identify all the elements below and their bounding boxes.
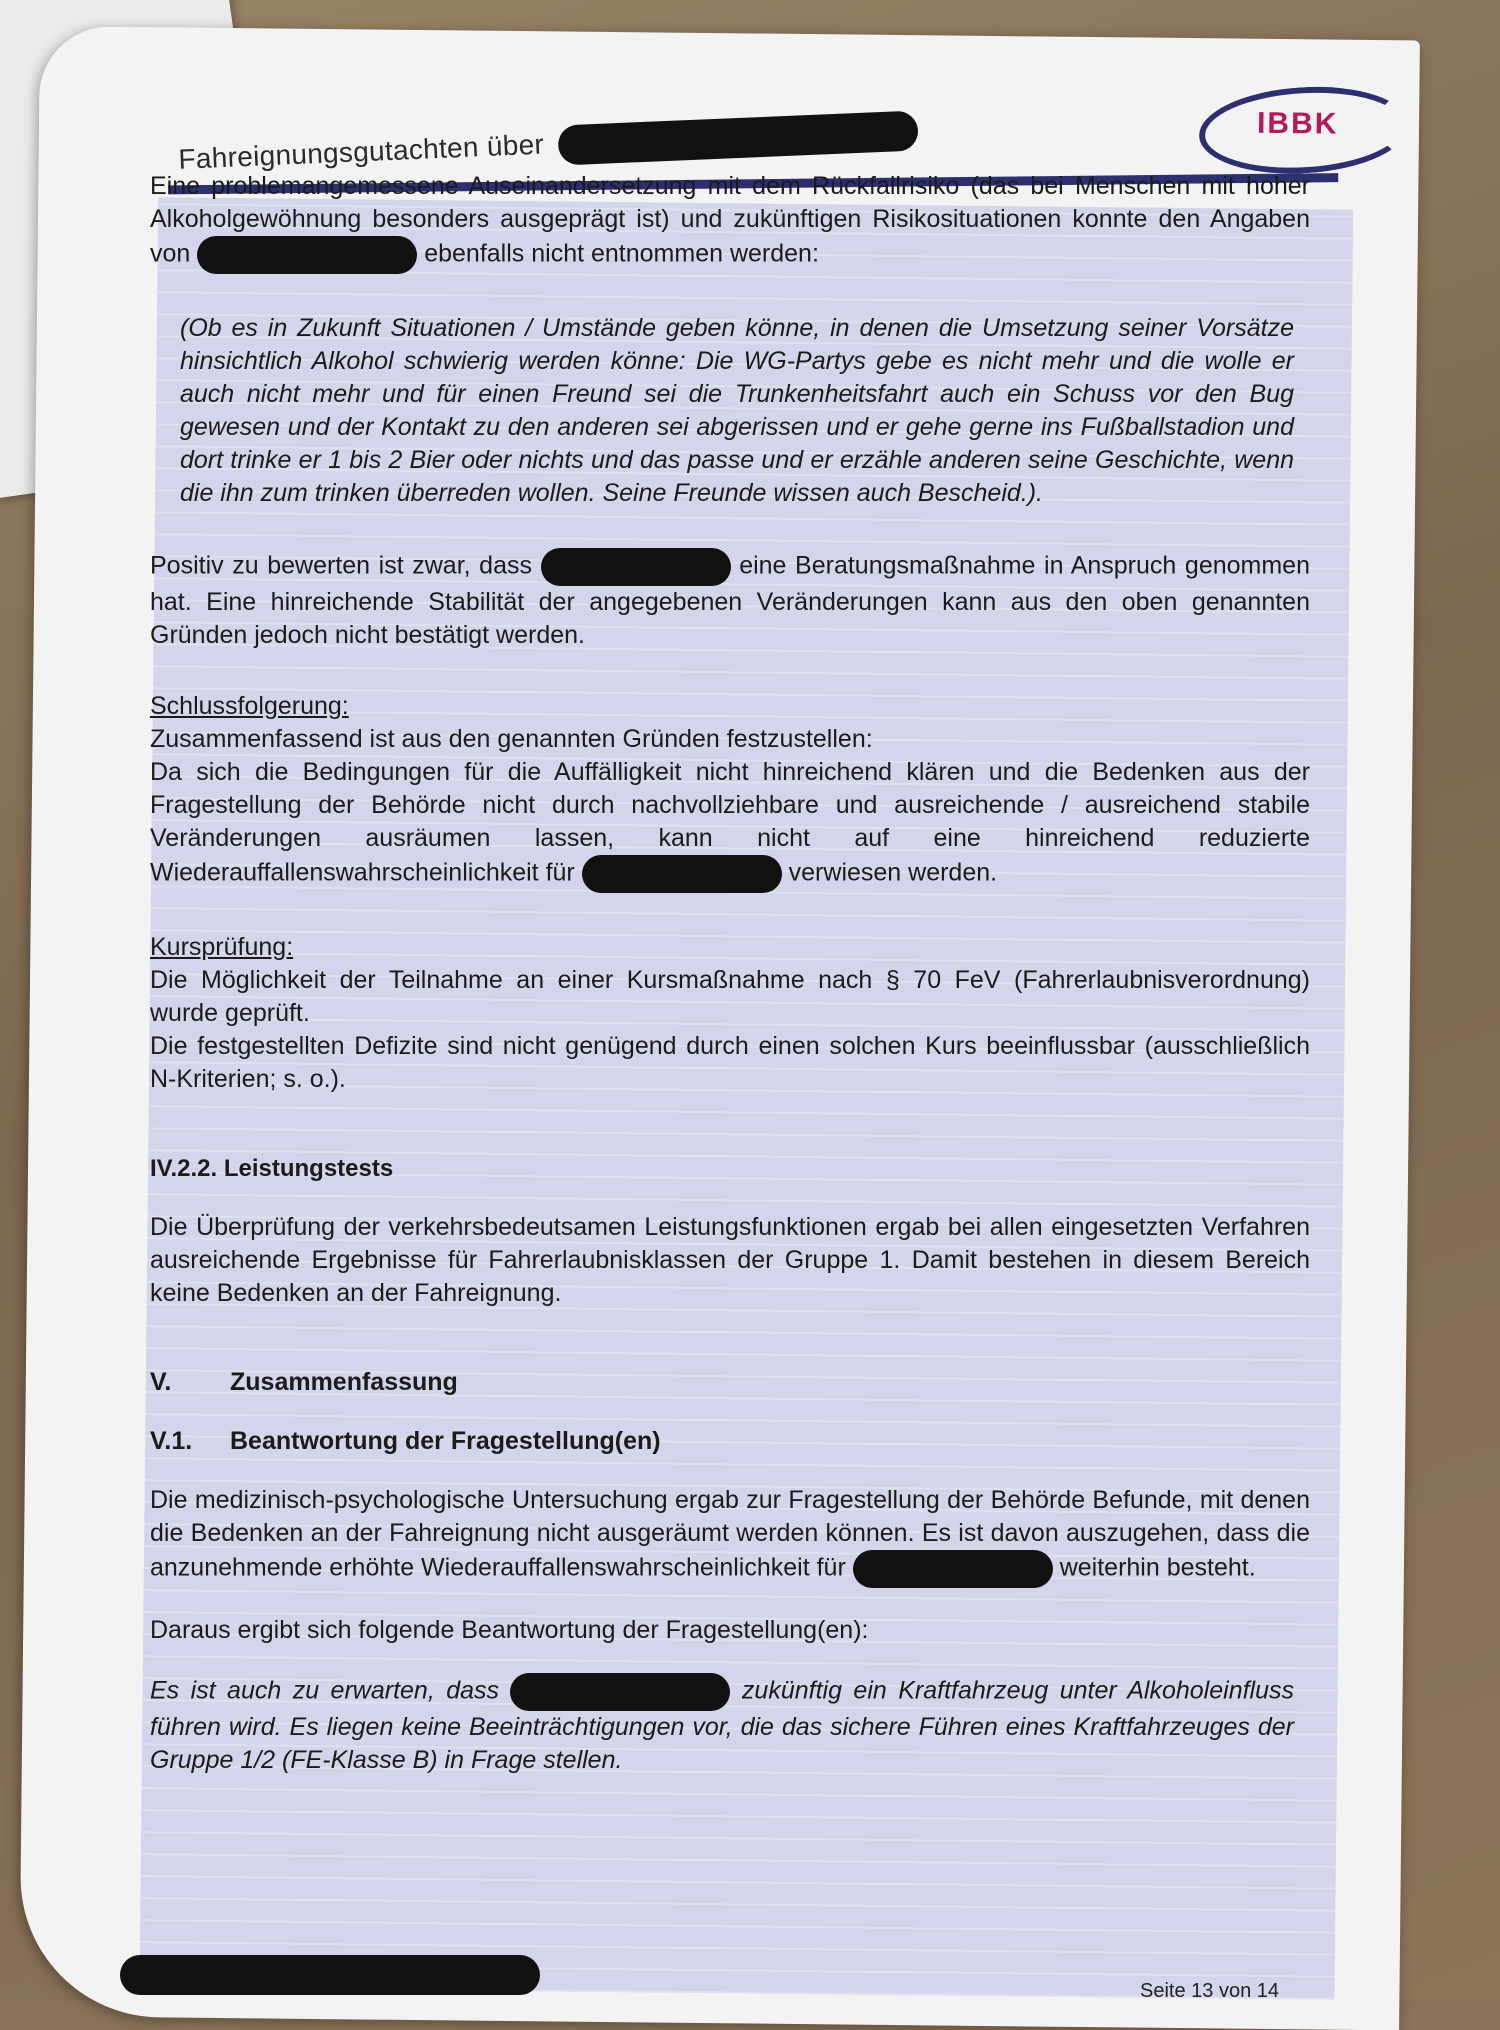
summary-number: V. (150, 1368, 172, 1396)
answer-text-2: zukünftig ein Kraftfahrzeug unter Alkoholeinfluss führen wird. Es liegen keine Beeinträchtigungen vor, die das sichere Führen eines Kraftfahrzeuges der Gruppe 1/2 (FE-Klasse B) in Frage stellen. (150, 1676, 1295, 1774)
redaction-mark (582, 855, 782, 893)
performance-heading: IV.2.2. Leistungstests (150, 1155, 394, 1182)
redaction-mark (197, 236, 417, 274)
page-number: Seite 13 von 14 (1140, 1980, 1279, 2002)
answer-text-1: Es ist auch zu erwarten, dass (150, 1676, 500, 1705)
answer-heading (150, 1425, 1310, 1458)
positive-paragraph (150, 548, 1310, 652)
conclusion-line: Zusammenfassend ist aus den genannten Gründen festzustellen: (150, 725, 873, 753)
redaction-mark (853, 1550, 1053, 1588)
conclusion-heading: Schlussfolgerung: (150, 692, 349, 720)
positive-text-1: Positiv zu bewerten ist zwar, dass (150, 551, 532, 580)
summary-heading (150, 1366, 1310, 1399)
conclusion-paragraph (150, 756, 1310, 893)
intro-text-2: ebenfalls nicht entnommen werden: (424, 239, 819, 268)
ibbk-logo (1199, 86, 1410, 174)
footer-redaction-mark (120, 1955, 540, 1995)
logo-text: IBBK (1256, 106, 1339, 141)
summary-title: Zusammenfassung (230, 1368, 458, 1396)
course-heading: Kursprüfung: (150, 933, 294, 961)
conclusion-text-1: Da sich die Bedingungen für die Auffälligkeit nicht hinreichend klären und die Bedenken aus der Fragestellung der Behörde nicht durch nachvollziehbare und ausreichende / ausreichend stabile Veränderungen ausräumen lassen, kann nicht auf eine hinreichend reduzierte Wiederauffallenswahrscheinlichkeit für (150, 758, 1310, 887)
answer-paragraph (150, 1673, 1310, 1777)
positive-text-2: eine Beratungsmaßnahme in Anspruch genommen hat. Eine hinreichende Stabilität der angegebenen Veränderungen kann aus den oben genannten Gründen jedoch nicht bestätigt werden. (150, 551, 1310, 649)
summary-paragraph (150, 1484, 1310, 1588)
answer-title: Beantwortung der Fragestellung(en) (230, 1427, 661, 1455)
answer-number: V.1. (150, 1427, 193, 1455)
performance-paragraph: Die Überprüfung der verkehrsbedeutsamen Leistungsfunktionen ergab bei allen eingesetzten Verfahren ausreichende Ergebnisse für Fahrerlaubnisklassen der Gruppe 1. Damit bestehen in diesem Bereich keine Bedenken an der Fahreignung. (150, 1213, 1310, 1307)
document-body (150, 170, 1310, 1777)
answer-intro: Daraus ergibt sich folgende Beantwortung der Fragestellung(en): (150, 1616, 869, 1644)
conclusion-text-2: verwiesen werden. (788, 858, 998, 887)
quote-paragraph: (Ob es in Zukunft Situationen / Umstände geben könne, in denen die Umsetzung seiner Vorsätze hinsichtlich Alkohol schwierig werden könne: Die WG-Partys gebe es nicht mehr und die wolle er auch nicht mehr und für einen Freund sei die Trunkenheitsfahrt auch ein Schuss vor den Bug gewesen und der Kontakt zu den anderen sei abgerissen und er gehe gerne ins Fußballstadion und dort trinke er 1 bis 2 Bier oder nichts und das passe und er erzähle anderen seine Geschichte, wenn die ihn zum trinken überreden wollen. Seine Freunde wissen auch Bescheid.). (180, 314, 1294, 507)
summary-text-1: Die medizinisch-psychologische Untersuchung ergab zur Fragestellung der Behörde Befunde, mit denen die Bedenken an der Fahreignung nicht ausgeräumt werden können. Es ist davon auszugehen, dass die anzunehmende erhöhte Wiederauffallenswahrscheinlichkeit für (150, 1486, 1310, 1582)
intro-paragraph (150, 170, 1310, 274)
summary-text-2: weiterhin besteht. (1059, 1553, 1256, 1582)
redaction-mark (541, 548, 731, 586)
course-paragraph-1: Die Möglichkeit der Teilnahme an einer Kursmaßnahme nach § 70 FeV (Fahrerlaubnisverordnung) wurde geprüft. (150, 966, 1310, 1027)
header-title: Fahreignungsgutachten über (177, 128, 545, 175)
redaction-mark (510, 1673, 730, 1711)
course-paragraph-2: Die festgestellten Defizite sind nicht genügend durch einen solchen Kurs beeinflussbar (ausschließlich N-Kriterien; s. o.). (150, 1032, 1310, 1093)
redaction-mark (557, 110, 918, 165)
intro-text-1: Eine problemangemessene Auseinandersetzung mit dem Rückfallrisiko (das bei Menschen mit hoher Alkoholgewöhnung besonders ausgeprägt ist) und zukünftigen Risikosituationen konnte den Angaben von (150, 172, 1310, 268)
